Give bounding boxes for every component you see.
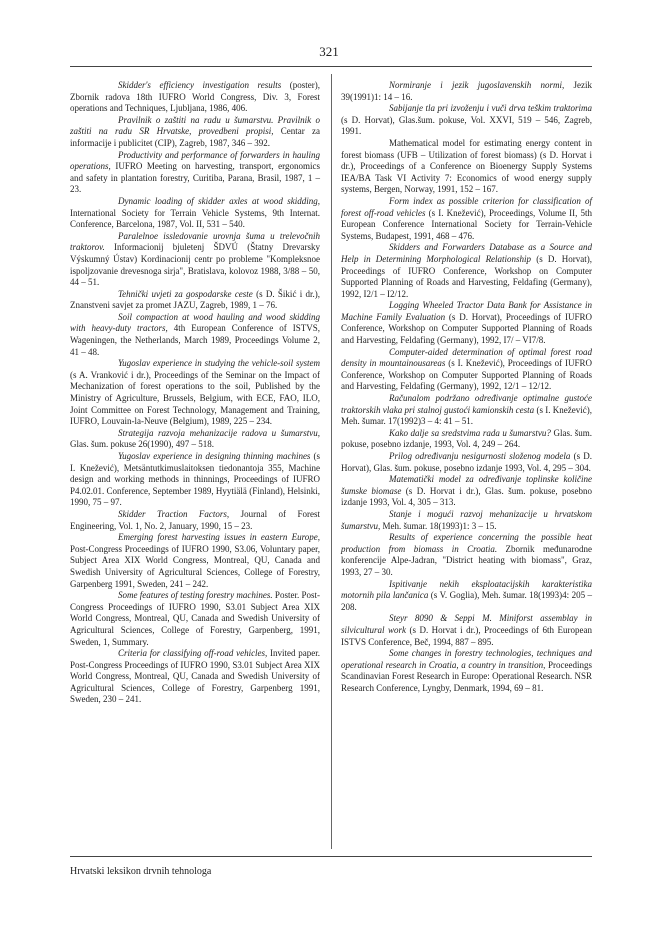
entry-details: Meh. šumar. 18(1993)1: 3 – 15.: [380, 520, 497, 531]
entry-details: (s I. Knežević), Proceedings, Volume II, 5th European Conference International Society for Terrain-Vehicle Systems, Budapest, 1991, 468 – 476.: [341, 207, 592, 241]
entry-details: (s I. Knežević), Metsäntutkimuslaitoksen tiedonantoja 355, Machine design and working methods in thinnings, Proceedings of IUFRO P4.02.01. Conference, September 1989, Hyytiälä (Finland), Helsinki, 1990, 75 – 97.: [70, 451, 321, 508]
entry-title: Some changes in forestry technologies, techniques and operational research in Croatia, a country in transition,: [341, 648, 592, 670]
bibliography-entry: [341, 347, 592, 393]
entry-title: Tehnički uvjeti za gospodarske ceste: [118, 288, 253, 299]
bibliography-entry: [70, 196, 320, 231]
bibliography-entry: [341, 428, 592, 451]
entry-title: Strategija razvoja mehanizacije radova u šumarstvu,: [118, 427, 320, 438]
bibliography-entry: [341, 648, 592, 694]
entry-title: Normiranje i jezik jugoslavenskih normi,: [389, 80, 565, 90]
entry-details: Mathematical model for estimating energy content in forest biomass (UFB – Utilization of forest biomass) (s D. Horvat i dr.), Proceedings of a Conference on Bioenergy Supply Systems IEA/BA Task VI Activity 7: Economics of wood energy supply systems, Bergen, Norway, 1991, 152 – 167.: [341, 137, 592, 195]
entry-title: Pravilnik o zaštiti na radu u šumarstvu. Pravilnik o zaštiti na radu SR Hrvatske, provedbeni propisi,: [70, 114, 320, 137]
bibliography-entry: [341, 242, 592, 300]
entry-details: (s I. Knežević), Meh. šumar. 17(1992)3 – 4: 41 – 51.: [341, 404, 592, 427]
bibliography-entry: [341, 451, 592, 474]
bibliography-entry: [341, 509, 592, 532]
bibliography-entry: [341, 300, 592, 346]
entry-title: Logging Wheeled Tractor Data Bank for Assistance in Machine Family Evaluation: [341, 300, 592, 322]
entry-details: Glas. šum. pokuse, posebno izdanje, 1993, Vol. 4, 249 – 264.: [341, 427, 593, 450]
column-divider: [331, 74, 332, 849]
entry-details: (poster), Zbornik radova 18th IUFRO World Congress, Div. 3, Forest operations and Techniques, Ljubljana, 1986, 406.: [70, 80, 320, 114]
right-column: [341, 80, 592, 694]
entry-title: Emerging forest harvesting issues in eastern Europe,: [118, 532, 320, 543]
bibliography-entry: [341, 393, 592, 428]
bibliography-entry: [70, 289, 320, 312]
entry-details: 4th European Conference of ISTVS, Wageningen, the Netherlands, March 1989, Proceedings Volume 2, 41 – 48.: [70, 323, 320, 357]
entry-details: (s V. Goglia), Meh. šumar. 18(1993)4: 205 – 208.: [341, 590, 592, 612]
entry-details: (s I. Knežević), Proceedings of IUFRO Conference, Workshop on Computer Supported Planning of Roads and Harvesting, Feldafing (Germany), 1992, 12/1 – 12/12.: [341, 358, 592, 392]
entry-details: Proceedings Scandinavian Forest Research in Europe: Operational Research. NSR Research Conference, Lyngby, Denmark, 1994, 69 – 81.: [341, 659, 592, 693]
entry-title: Computer-aided determination of optimal forest road density in mountainousareas: [341, 346, 592, 369]
entry-title: Steyr 8090 & Seppi M. Miniforst assemblay in silvicultural work: [341, 613, 592, 635]
entry-title: Sabijanje tla pri izvoženju i vuči drva teškim traktorima: [389, 103, 592, 114]
entry-details: Poster. Post-Congress Proceedings of IUFRO 1990, S3.01 Subject Area XIX World Congress, Montreal, QU, Canada and Swedish University of Agricultural Sciences, College of Forestry, Garpenberg, 1991, Sweden, 1, Summary.: [70, 590, 321, 647]
entry-title: Yugoslav experience in designing thinning machines: [118, 451, 311, 461]
entry-details: (s D. Horvat), Glas. šum. pokuse, posebno izdanje 1993, Vol. 4, 295 – 304.: [341, 451, 592, 473]
entry-title: Skidder Traction Factors,: [118, 508, 230, 519]
entry-details: Jezik 39(1991)1: 14 – 16.: [341, 80, 592, 102]
entry-title: Productivity and performance of forwarders in hauling operations,: [70, 149, 320, 172]
entry-details: Invited paper. Post-Congress Proceedings of IUFRO 1990, S3.01 Subject Area XIX World Congress, Montreal, QU, Canada and Swedish University of Agricultural Sciences, College of Forestry, Garpenberg 1991, Sweden, 230 – 241.: [70, 648, 320, 705]
entry-title: Računalom podržano određivanje optimalne gustoće traktorskih vlaka pri stalnoj gustoći kamionskih cesta: [341, 393, 592, 415]
entry-details: (s D. Šikić i dr.), Znanstveni savjet za promet JAZU, Zagreb, 1989, 1 – 76.: [70, 288, 321, 311]
entry-title: Prilog određivanju nesigurnosti složenog modela: [389, 451, 571, 461]
bibliography-entry: [70, 150, 320, 196]
entry-title: Some features of testing forestry machines.: [118, 590, 273, 601]
footer-text: Hrvatski leksikon drvnih tehnologa: [70, 866, 212, 877]
entry-title: Stanje i mogući razvoj mehanizacije u hrvatskom šumarstvu,: [341, 508, 592, 531]
bibliography-entry: [341, 532, 592, 578]
entry-title: Skidders and Forwarders Database as a Source and Help in Determining Morphological Relationship: [341, 242, 592, 264]
entry-details: Post-Congress Proceedings of IUFRO 1990, S3.06, Voluntary paper, Subject Area XIX World Congress, Montreal, QU, Canada and Swedish University of Agricultural Sciences, College of Forestry, Garpenberg 1991, Sweden, 241 – 242.: [70, 543, 320, 589]
entry-details: (s D. Horvat), Glas.šum. pokuse, Vol. XXVI, 519 – 546, Zagreb, 1991.: [341, 114, 592, 137]
bibliography-entry: [70, 231, 320, 289]
bibliography-entry: [341, 474, 592, 509]
header-rule: [70, 66, 592, 67]
bibliography-entry: [70, 428, 320, 451]
entry-details: Glas. šum. pokuse 26(1990), 497 – 518.: [70, 439, 214, 450]
bibliography-entry: [70, 590, 320, 648]
entry-title: Form index as possible criterion for classification of forest off-road vehicles: [341, 195, 592, 218]
entry-details: Centar za informacije i publicitet (CIP), Zagreb, 1987, 346 – 392.: [70, 126, 320, 148]
entry-title: Dynamic loading of skidder axles at wood skidding,: [118, 195, 320, 206]
entry-details: Journal of Forest Engineering, Vol. 1, No. 2, January, 1990, 15 – 23.: [70, 508, 320, 531]
entry-title: Soil compaction at wood hauling and wood skidding with heavy-duty tractors,: [70, 311, 320, 334]
entry-title: Results of experience concerning the possible heat production from biomass in Croatia.: [341, 532, 592, 554]
bibliography-entry: [70, 451, 320, 509]
bibliography-entry: [341, 613, 592, 648]
entry-details: (s D. Horvat i dr.), Glas. šum. pokuse, posebno izdanje 1993, Vol. 4, 305 – 313.: [341, 485, 593, 508]
entry-details: Informacionij bjuletenj ŠDVÚ (Štatny Drevarsky Výskumný Ústav) Kordinacionij centr po probleme "Kompleksnoe ispoljzovanie drevesnoga sirja", Bratislava, kolovoz 1988, 3/88 – 50, 44 – 51.: [70, 242, 320, 288]
entry-details: IUFRO Meeting on harvesting, transport, ergonomics and safety in plantation forestry, Curitiba, Parana, Brasil, 1987, 1 – 23.: [70, 161, 320, 195]
bibliography-entry: [341, 103, 592, 138]
entry-details: (s A. Vranković i dr.), Proceedings of the Seminar on the Impact of Mechanization of forest operations to the soil, Published by the Ministry of Agriculture, Brussels, Belgium, with ECE, FAO, ILO, Joint Committee on Forest Technology, Management and Training, IUFRO, Louvain-la-Neuve (Belgium), 1989, 225 – 234.: [70, 369, 320, 427]
bibliography-entry: [70, 80, 320, 115]
bibliography-entry: [70, 312, 320, 358]
bibliography-entry: [70, 509, 320, 532]
entry-title: Yugoslav experience in studying the vehicle-soil system: [118, 358, 320, 369]
entry-title: Skidder's efficiency investigation results: [118, 80, 282, 90]
entry-details: (s D. Horvat), Proceedings of IUFRO Conference, Workshop on Computer Supported Planning of Roads and Harvesting, Feldafing (Germany), 1992, I7/ – VI7/8.: [341, 311, 592, 346]
entry-details: Zbornik međunarodne konferencije Alpe-Jadran, "District heating with biomass", Graz, 1993, 27 – 30.: [341, 543, 592, 577]
entry-title: Ispitivanje nekih eksploatacijskih karakteristika motornih pila lančanica: [341, 578, 592, 601]
entry-details: (s D. Horvat i dr.), Proceedings of 6th European ISTVS Conference, Beč, 1994, 887 – 895.: [341, 624, 592, 647]
entry-details: (s D. Horvat), Proceedings of IUFRO Conference, Workshop on Computer Supported Planning of Roads and Harvesting, Feldafing (Germany), 1992, I2/1 – I2/12.: [341, 253, 592, 299]
page-number: 321: [319, 44, 339, 59]
footer-rule: [70, 856, 592, 857]
entry-details: International Society for Terrain Vehicle Systems, 9th Internat. Conference, Barcelona, 1987, Vol. II, 531 – 540.: [70, 207, 320, 230]
bibliography-entry: [70, 648, 320, 706]
bibliography-entry: [341, 579, 592, 614]
entry-title: Paralelnoe issledovanie urovnja šuma u trelevočnih traktorov.: [70, 230, 320, 253]
entry-title: Criteria for classifying off-road vehicles,: [118, 648, 268, 659]
bibliography-entry: [341, 80, 592, 103]
entry-title: Kako dalje sa sredstvima rada u šumarstvu?: [389, 427, 551, 438]
bibliography-entry: [70, 358, 320, 428]
bibliography-entry: [70, 532, 320, 590]
bibliography-entry: [341, 138, 592, 196]
bibliography-entry: [341, 196, 592, 242]
left-column: [70, 80, 320, 706]
bibliography-entry: [70, 115, 320, 150]
entry-title: Matematički model za određivanje toplinske količine šumske biomase: [341, 474, 592, 496]
